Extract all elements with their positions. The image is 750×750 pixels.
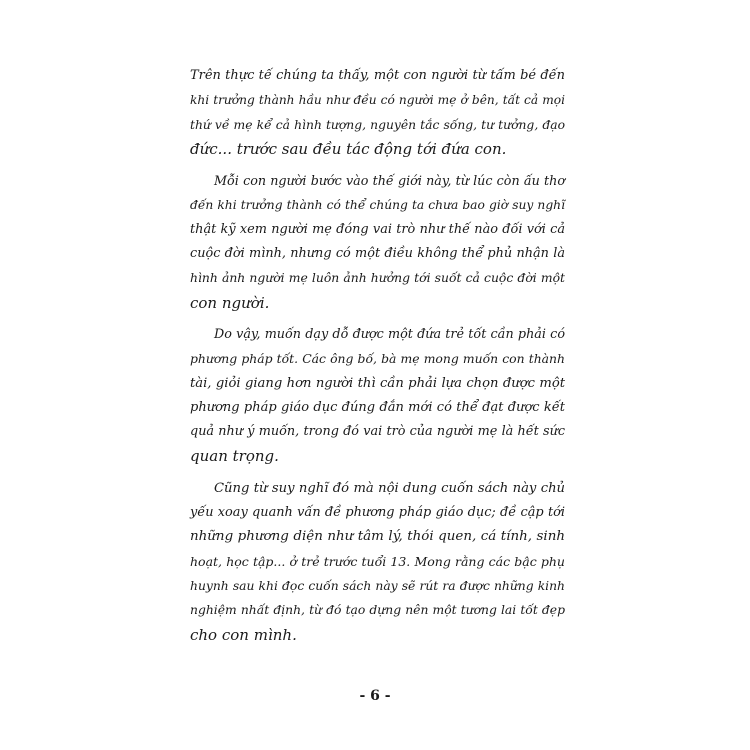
text-line: đức... trước sau đều tác động tới đứa con.	[190, 139, 507, 158]
text-line: những phương diện như tâm lý, thói quen, cá tính, sinh	[190, 529, 565, 545]
text-line: hoạt, học tập... ở trẻ trước tuổi 13. Mong rằng các bậc phụ	[190, 553, 565, 569]
text-line: phương pháp giáo dục đúng đắn mới có thể đạt được kết	[190, 399, 565, 415]
text-line: thật kỹ xem người mẹ đóng vai trò như thế nào đối với cả	[190, 221, 565, 237]
text-line: Mỗi con người bước vào thế giới này, từ lúc còn ấu thơ	[214, 173, 565, 189]
text-line: phương pháp tốt. Các ông bố, bà mẹ mong muốn con thành	[190, 352, 565, 367]
text-line: khi trưởng thành hầu như đều có người mẹ ở bên, tất cả mọi	[190, 93, 565, 108]
text-line: đến khi trưởng thành có thể chúng ta chưa bao giờ suy nghĩ	[190, 198, 565, 213]
text-line: tài, giỏi giang hơn người thì cần phải lựa chọn được một	[190, 375, 565, 391]
text-line: nghiệm nhất định, từ đó tạo dựng nên một tương lai tốt đẹp	[190, 603, 565, 618]
text-line: Cũng từ suy nghĩ đó mà nội dung cuốn sách này chủ	[214, 480, 565, 496]
text-line: quả như ý muốn, trong đó vai trò của người mẹ là hết sức	[190, 424, 565, 440]
text-line: Do vậy, muốn dạy dỗ được một đứa trẻ tốt cần phải có	[214, 326, 565, 342]
text-line: cuộc đời mình, nhưng có một điều không thể phủ nhận là	[190, 246, 565, 262]
paragraph-1	[190, 64, 565, 161]
text-line: cho con mình.	[190, 625, 297, 644]
paragraph-3	[190, 323, 565, 469]
text-line: huynh sau khi đọc cuốn sách này sẽ rút ra được những kinh	[190, 578, 565, 593]
text-line: Trên thực tế chúng ta thấy, một con người từ tấm bé đến	[190, 68, 565, 83]
text-line: thứ về mẹ kể cả hình tượng, nguyên tắc sống, tư tưởng, đạo	[190, 117, 565, 132]
page-number: - 6 -	[359, 688, 391, 704]
text-line: yếu xoay quanh vấn đề phương pháp giáo dục; đề cập tới	[190, 505, 565, 521]
text-line: quan trọng.	[190, 447, 279, 466]
text-line: con người.	[190, 293, 270, 312]
paragraph-4	[190, 477, 565, 647]
text-line: hình ảnh người mẹ luôn ảnh hưởng tới suốt cả cuộc đời một	[190, 271, 565, 286]
body-text	[190, 64, 565, 655]
paragraph-2	[190, 169, 565, 315]
